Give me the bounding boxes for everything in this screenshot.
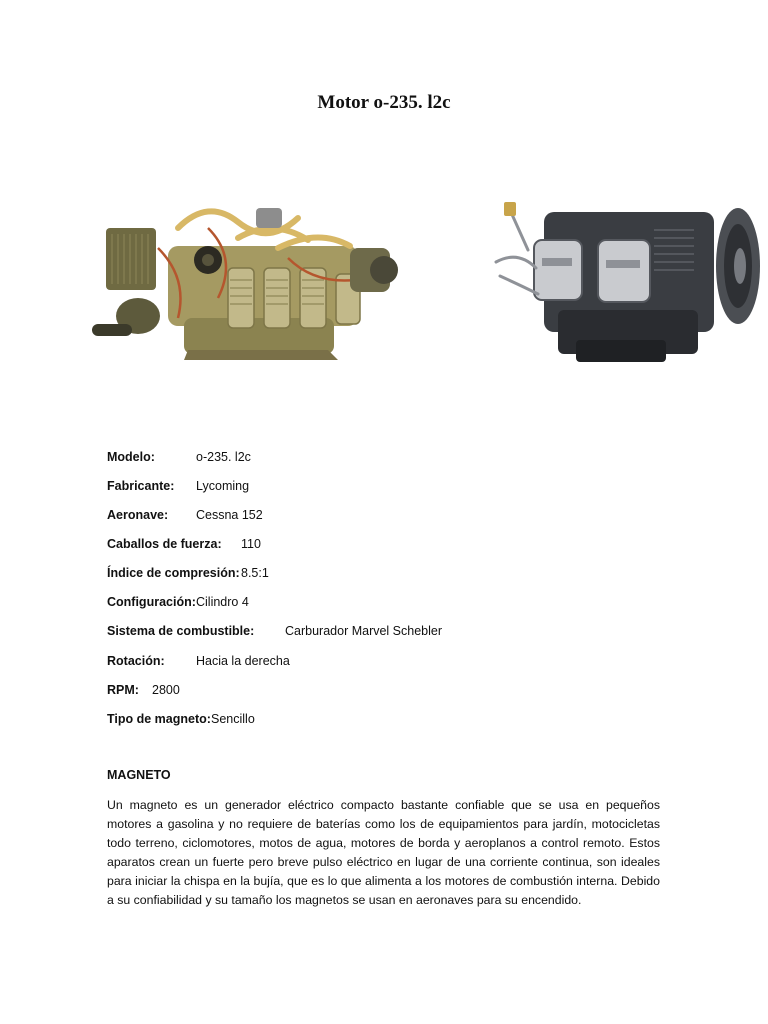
spec-value: 110	[241, 537, 261, 551]
spec-label: Sistema de combustible:	[107, 624, 255, 638]
spec-value: Sencillo	[211, 712, 255, 726]
engine-icon	[88, 188, 410, 368]
engine-photo-side	[88, 188, 410, 368]
spec-label: Índice de compresión:	[107, 566, 240, 580]
spec-label: RPM:	[107, 683, 139, 697]
section-heading-magneto: MAGNETO	[107, 768, 171, 782]
spec-label: Configuración:	[107, 595, 196, 609]
spec-label: Rotación:	[107, 654, 165, 668]
spec-label: Modelo:	[107, 450, 155, 464]
spec-value: 8.5:1	[241, 566, 269, 580]
engine-icon	[488, 190, 768, 368]
spec-value: Cilindro 4	[196, 595, 249, 609]
spec-value: Hacia la derecha	[196, 654, 290, 668]
spec-label: Fabricante:	[107, 479, 175, 493]
spec-label: Tipo de magneto:	[107, 712, 211, 726]
spec-value: o-235. l2c	[196, 450, 251, 464]
spec-value: 2800	[152, 683, 180, 697]
spec-label: Aeronave:	[107, 508, 169, 522]
page-title: Motor o-235. l2c	[317, 92, 451, 113]
spec-value: Lycoming	[196, 479, 250, 493]
spec-value: Carburador Marvel Schebler	[285, 624, 443, 638]
engine-photo-front	[488, 190, 768, 368]
spec-label: Caballos de fuerza:	[107, 537, 222, 551]
spec-value: Cessna 152	[196, 508, 263, 522]
magneto-paragraph: Un magneto es un generador eléctrico compacto bastante confiable que se usa en pequeños motores a gasolina y no requiere de baterías como los de equipamientos para jardín, motocicletas todo terreno, ciclomotores, motos de agua, motores de borda y aeroplanos a control remoto. Estos aparatos crean un fuerte pero breve pulso eléctrico en lugar de una corriente continua, son ideales para iniciar la chispa en la bujía, que es lo que alimenta a los motores de combustión interna. Debido a su confiabilidad y su tamaño los magnetos se usan en aeronaves para su encendido.	[107, 798, 660, 907]
